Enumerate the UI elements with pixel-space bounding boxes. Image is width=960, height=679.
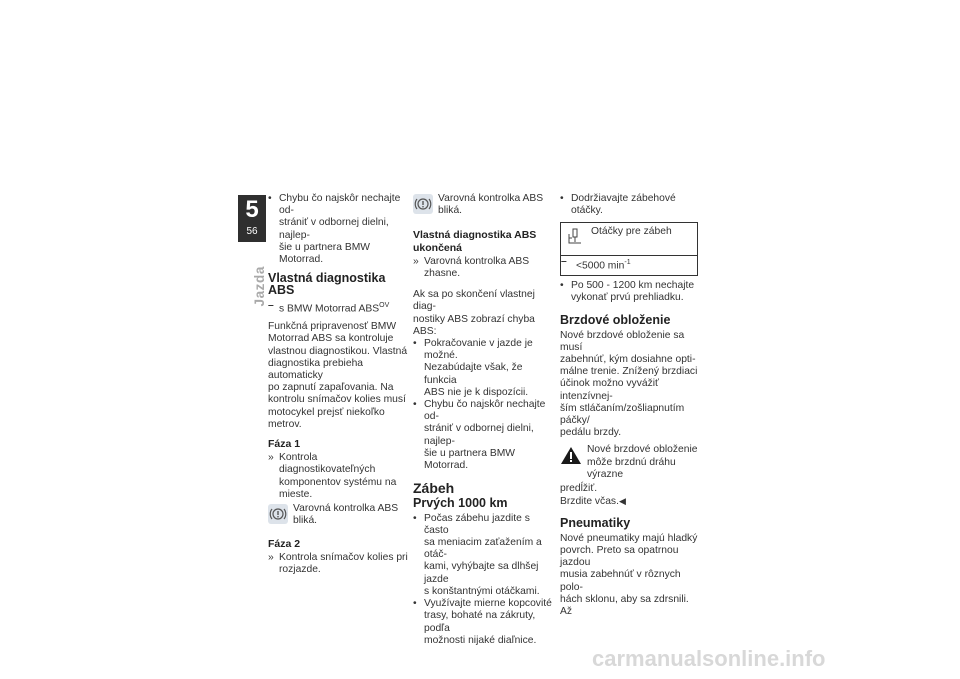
rpm-value: <5000 min (576, 260, 625, 272)
paragraph: Nové pneumatiky majú hladký povrch. Preto sa opatrnou jazdou musia zabehnúť v rôznych polo- hách sklonu, aby sa zdrsnili. Až (560, 532, 698, 617)
column-1 (268, 193, 408, 576)
phase1-heading: Fáza 1 (268, 438, 301, 451)
column-3 (560, 193, 698, 618)
warning-cont-text: predĺžiť. Brzdite včas. (560, 483, 619, 508)
abs-warning-light-icon (413, 194, 433, 214)
abs-notice (268, 503, 408, 527)
info-box-header (561, 223, 697, 256)
engine-speed-icon (565, 227, 585, 247)
chapter-number: 5 (245, 196, 259, 223)
section-heading: Vlastná diagnostika ABS (268, 271, 386, 298)
warning-text: Nové brzdové obloženie môže brzdnú dráhu výrazne (587, 444, 698, 480)
dash-sup: OV (379, 301, 390, 309)
paragraph: Nové brzdové obloženie sa musí zabehnúť, kým dosiahne opti- málne trenie. Znížený brzdiaci účinok možno vyvážiť intenzívnej- ším stláčaním/zošliapnutím páčky/ pedálu brzdy. (560, 329, 698, 439)
section-heading: Vlastná diagnostika ABS ukončená (413, 229, 537, 254)
rpm-unit-sup: -1 (624, 259, 631, 267)
abs-warning-light-icon (268, 504, 288, 524)
brake-warning (560, 444, 698, 481)
bullet-item: • Pokračovanie v jazde je možné. Nezabúdajte však, že funkcia ABS nie je k dispozícii. (413, 338, 553, 399)
info-box-label: Otáčky pre zábeh (591, 226, 672, 238)
page-number: 56 (246, 226, 258, 237)
warning-continuation (560, 483, 698, 508)
info-box-value (561, 256, 697, 275)
icon-text: Varovná kontrolka ABS bliká. (293, 503, 399, 527)
section-heading: Brzdové obloženie (560, 313, 671, 328)
chapter-heading: Zábeh (413, 480, 455, 497)
abs-notice (413, 193, 553, 217)
dash-item (268, 300, 408, 316)
phase2-heading: Fáza 2 (268, 537, 301, 550)
info-box (560, 222, 698, 276)
column-2 (413, 193, 553, 647)
chapter-title: Jazda (252, 266, 267, 307)
bullet-item: • Chybu čo najskôr nechajte od- strániť v odbornej dielni, najlep- šie u partnera BMW Motorrad. (268, 193, 408, 266)
paragraph: Ak sa po skončení vlastnej diag- nostiky ABS zobrazí chyba ABS: (413, 289, 535, 337)
sub-heading: Prvých 1000 km (413, 496, 508, 511)
bullet-item: • Využívajte mierne kopcovité trasy, bohaté na zákruty, podľa možnosti nijaké diaľnice. (413, 598, 553, 647)
step-item: » Kontrola snímačov kolies pri rozjazde. (268, 552, 408, 576)
warning-triangle-icon (560, 445, 582, 465)
bullet-item: • Počas zábehu jazdite s často sa meniacim zaťažením a otáč- kami, vyhýbajte sa dlhšej jazde s konštantnými otáčkami. (413, 513, 553, 598)
dash-text: s BMW Motorrad ABS (279, 303, 380, 315)
end-mark-icon: ◀ (618, 496, 626, 507)
bullet-item: • Po 500 - 1200 km nechajte vykonať prvú prehliadku. (560, 280, 698, 304)
chapter-tab (238, 195, 266, 242)
paragraph: Funkčná pripravenosť BMW Motorrad ABS sa kontroluje vlastnou diagnostikou. Vlastná diagnostika prebieha automaticky po zapnutí zapaľovania. Na kontrolu snímačov kolies musí motocykel prejsť niekoľko metrov. (268, 321, 408, 430)
bullet-item: • Dodržiavajte zábehové otáčky. (560, 193, 698, 217)
section-heading: Pneumatiky (560, 516, 631, 531)
step-item: » Varovná kontrolka ABS zhasne. (413, 256, 553, 280)
icon-text: Varovná kontrolka ABS bliká. (438, 193, 544, 217)
bullet-item: • Chybu čo najskôr nechajte od- strániť v odbornej dielni, najlep- šie u partnera BMW Motorrad. (413, 399, 553, 472)
watermark: carmanualsonline.info (592, 646, 826, 671)
step-item: » Kontrola diagnostikovateľných komponentov systému na mieste. (268, 452, 408, 501)
